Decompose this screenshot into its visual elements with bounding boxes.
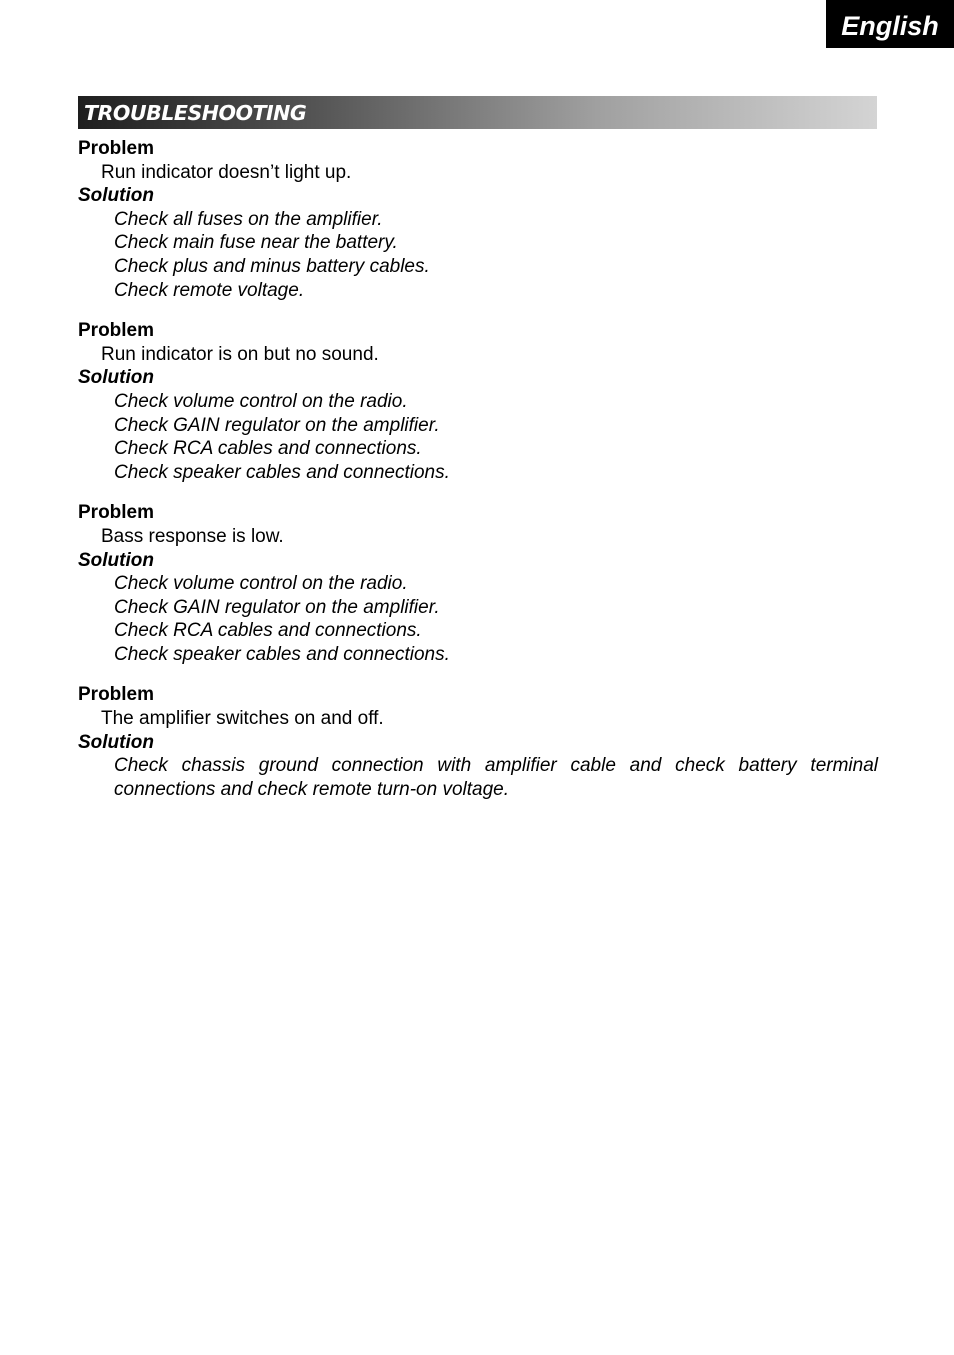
problem-text: Run indicator is on but no sound. <box>101 343 379 365</box>
solution-item: Check volume control on the radio. <box>114 573 408 595</box>
problem-label: Problem <box>78 138 155 159</box>
solution-label: Solution <box>78 185 154 207</box>
solution-label: Solution <box>78 731 154 753</box>
problem-label: Problem <box>78 684 155 706</box>
solution-paragraph: Check chassis ground connection with amplifier cable and check battery terminal connections and check remote turn-on voltage. <box>114 755 878 800</box>
solution-item: Check volume control on the radio. <box>114 390 408 412</box>
solution-label: Solution <box>78 549 154 571</box>
solution-item: Check all fuses on the amplifier. <box>114 208 383 230</box>
troubleshooting-entry <box>78 683 878 801</box>
section-title: TROUBLESHOOTING <box>84 101 307 125</box>
solution-item: Check GAIN regulator on the amplifier. <box>114 414 440 436</box>
troubleshooting-content <box>78 137 878 818</box>
solution-item: Check RCA cables and connections. <box>114 438 422 460</box>
language-tab: English <box>826 0 954 48</box>
solution-item: Check speaker cables and connections. <box>114 643 450 665</box>
solution-item: Check speaker cables and connections. <box>114 461 450 483</box>
problem-text: The amplifier switches on and off. <box>101 708 384 730</box>
troubleshooting-entry <box>78 319 878 484</box>
solution-item: Check remote voltage. <box>114 279 305 301</box>
problem-text: Run indicator doesn’t light up. <box>101 161 352 183</box>
solution-label: Solution <box>78 367 154 389</box>
problem-text: Bass response is low. <box>101 525 284 547</box>
solution-item: Check RCA cables and connections. <box>114 620 422 642</box>
problem-label: Problem <box>78 502 155 524</box>
problem-label: Problem <box>78 320 155 342</box>
solution-item: Check main fuse near the battery. <box>114 232 398 254</box>
troubleshooting-entry <box>78 137 878 302</box>
solution-item: Check GAIN regulator on the amplifier. <box>114 596 440 618</box>
troubleshooting-entry <box>78 501 878 666</box>
section-header-bar <box>78 96 877 129</box>
solution-item: Check plus and minus battery cables. <box>114 255 430 277</box>
